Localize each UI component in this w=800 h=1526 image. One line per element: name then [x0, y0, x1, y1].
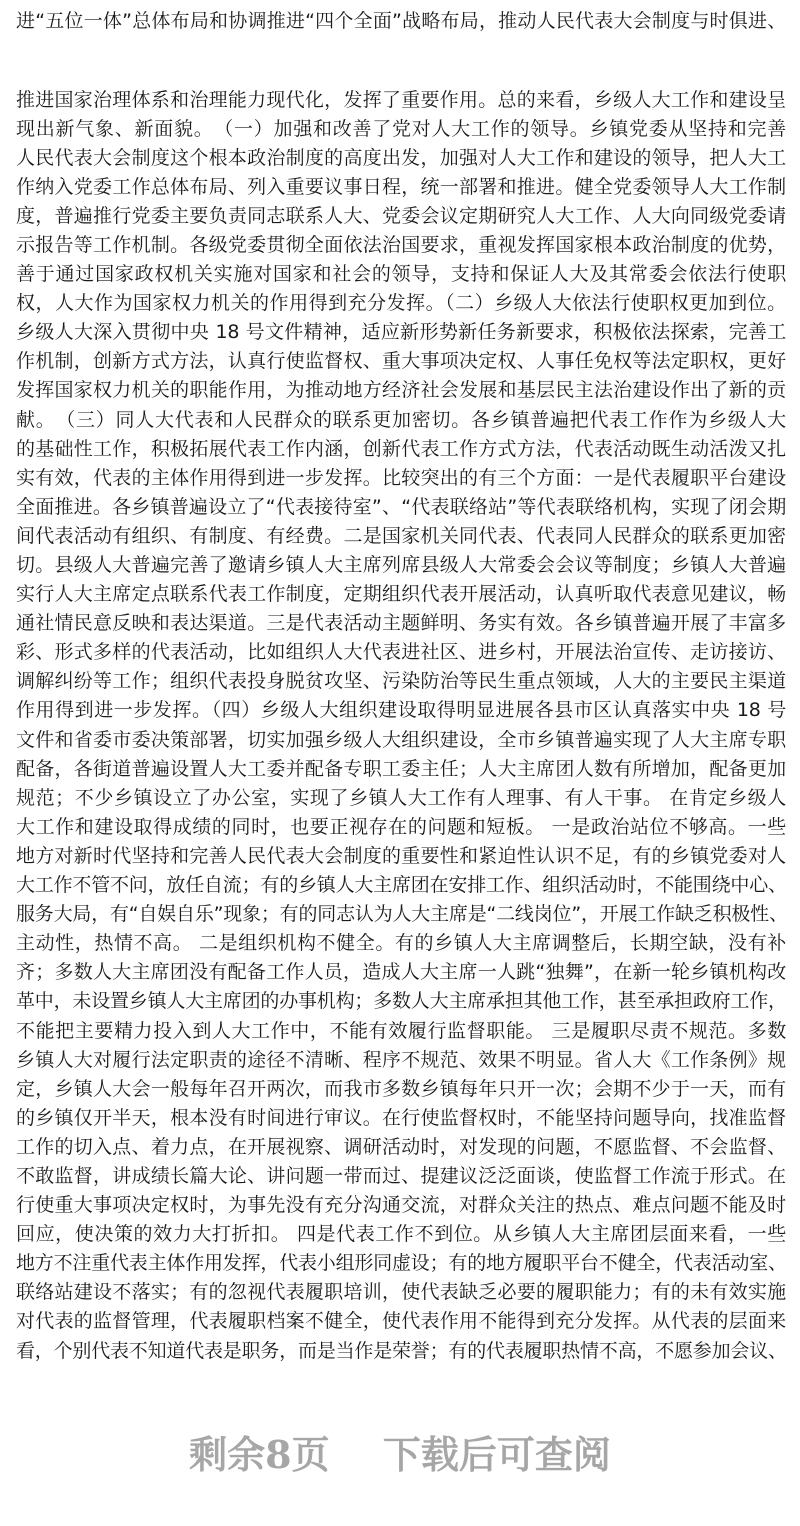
text-line: 革中，未设置乡镇人大主席团的办事机构；多数人大主席承担其他工作，甚至承担政府工作，	[16, 990, 787, 1013]
text-line: 彩、形式多样的代表活动，比如组织人大代表进社区、进乡村，开展法治宣传、走访接访、	[16, 641, 786, 664]
text-line: 回应，使决策的效力大打折扣。 四是代表工作不到位。从乡镇人大主席团层面来看，一些	[16, 1223, 786, 1246]
text-line: 看，个别代表不知道代表是职务，而是当作是荣誉；有的代表履职热情不高，不愿参加会议、	[16, 1339, 787, 1362]
text-line: 地方不注重代表主体作用发挥，代表小组形同虚设；有的地方履职平台不健全，代表活动室、	[16, 1252, 787, 1275]
text-line: 对代表的监督管理，代表履职档案不健全，使代表作用不能得到充分发挥。从代表的层面来	[16, 1310, 786, 1333]
text-line: 主动性，热情不高。 二是组织机构不健全。有的乡镇人大主席调整后，长期空缺，没有补	[16, 932, 786, 955]
text-line: 通社情民意反映和表达渠道。三是代表活动主题鲜明、务实有效。各乡镇普遍开展了丰富多	[16, 612, 786, 635]
text-line: 定，乡镇人大会一般每年召开两次，而我市多数乡镇每年只开一次；会期不少于一天，而有	[16, 1077, 786, 1100]
text-line: 善于通过国家政权机关实施对国家和社会的领导，支持和保证人大及其常委会依法行使职	[16, 263, 786, 286]
text-line: 作机制，创新方式方法，认真行使监督权、重大事项决定权、人事任免权等法定职权，更好	[16, 350, 786, 373]
remaining-pages-label: 剩余8页	[189, 1432, 330, 1477]
text-line: 行使重大事项决定权时，为事先没有充分沟通交流，对群众关注的热点、难点问题不能及时	[16, 1194, 786, 1217]
text-line: 大工作不管不问，放任自流；有的乡镇人大主席团在安排工作、组织活动时，不能围绕中心、	[16, 874, 787, 897]
text-line: 人民代表大会制度这个根本政治制度的高度出发，加强对人大工作和建设的领导，把人大工	[16, 146, 786, 169]
text-line: 乡级人大深入贯彻中央 18 号文件精神，适应新形势新任务新要求，积极依法探索，完善工	[16, 321, 786, 344]
text-line-fragment: 进“五位一体”总体布局和协调推进“四个全面”战略布局，推动人民代表大会制度与时俱进、	[16, 10, 786, 32]
text-line: 不能把主要精力投入到人大工作中，不能有效履行监督职能。 三是履职尽责不规范。多数	[16, 1019, 786, 1042]
text-line: 间代表活动有组织、有制度、有经费。二是国家机关同代表、代表同人民群众的联系更加密	[16, 524, 786, 547]
text-line: 文件和省委市委决策部署，切实加强乡级人大组织建设，全市乡镇普遍实现了人大主席专职	[16, 728, 786, 751]
text-line: 发挥国家权力机关的职能作用，为推动地方经济社会发展和基层民主法治建设作出了新的贡	[16, 379, 786, 402]
text-line: 切。县级人大普遍完善了邀请乡镇人大主席列席县级人大常委会会议等制度；乡镇人大普遍	[16, 554, 786, 576]
document-body	[0, 86, 800, 1366]
text-line: 实行人大主席定点联系代表工作制度，定期组织代表开展活动，认真听取代表意见建议，畅	[16, 583, 786, 606]
text-line: 全面推进。各乡镇普遍设立了“代表接待室”、“代表联络站”等代表联络机构，实现了闭会期	[16, 495, 786, 518]
text-line: 示报告等工作机制。各级党委贯彻全面依法治国要求，重视发挥国家根本政治制度的优势，	[16, 233, 786, 256]
text-line: 的基础性工作，积极拓展代表工作内涵，创新代表工作方式方法，代表活动既生动活泼又扎	[16, 437, 786, 460]
text-line: 作纳入党委工作总体布局、列入重要议事日程，统一部署和推进。健全党委领导人大工作制	[16, 175, 786, 198]
text-line: 联络站建设不落实；有的忽视代表履职培训，使代表缺乏必要的履职能力；有的未有效实施	[16, 1281, 786, 1304]
text-line: 齐；多数人大主席团没有配备工作人员，造成人大主席一人跳“独舞”，在新一轮乡镇机构改	[16, 961, 786, 984]
text-line: 规范；不少乡镇设立了办公室，实现了乡镇人大工作有人理事、有人干事。 在肯定乡级人	[16, 786, 786, 809]
text-line: 的乡镇仅开半天，根本没有时间进行审议。在行使监督权时，不能坚持问题导向，找准监督	[16, 1106, 786, 1129]
text-line: 配备，各街道普遍设置人大工委并配备专职工委主任；人大主席团人数有所增加，配备更加	[16, 757, 786, 780]
download-prompt[interactable]	[0, 1424, 800, 1479]
text-line: 作用得到进一步发挥。（四）乡级人大组织建设取得明显进展各县市区认真落实中央 18 号	[16, 699, 786, 722]
text-line: 推进国家治理体系和治理能力现代化，发挥了重要作用。总的来看，乡级人大工作和建设呈	[16, 88, 786, 111]
text-line: 工作的切入点、着力点，在开展视察、调研活动时，对发现的问题，不愿监督、不会监督、	[16, 1135, 786, 1158]
text-line: 实有效，代表的主体作用得到进一步发挥。比较突出的有三个方面：一是代表履职平台建设	[16, 466, 786, 489]
text-line: 调解纠纷等工作；组织代表投身脱贫攻坚、污染防治等民生重点领域，人大的主要民主渠道	[16, 670, 786, 693]
text-line: 权，人大作为国家权力机关的作用得到充分发挥。（二）乡级人大依法行使职权更加到位。	[16, 292, 786, 315]
text-line: 大工作和建设取得成绩的同时，也要正视存在的问题和短板。 一是政治站位不够高。一些	[16, 815, 786, 838]
text-line: 献。 （三）同人大代表和人民群众的联系更加密切。各乡镇普遍把代表工作作为乡级人大	[16, 408, 786, 431]
text-line: 度，普遍推行党委主要负责同志联系人大、党委会议定期研究人大工作、人大向同级党委请	[16, 204, 786, 227]
text-line: 地方对新时代坚持和完善人民代表大会制度的重要性和紧迫性认识不足，有的乡镇党委对人	[16, 844, 786, 867]
text-line: 乡镇人大对履行法定职责的途径不清晰、程序不规范、效果不明显。省人大《工作条例》规	[16, 1048, 786, 1071]
text-line: 现出新气象、新面貌。 （一）加强和改善了党对人大工作的领导。乡镇党委从坚持和完善	[16, 117, 786, 140]
text-line: 服务大局，有“自娱自乐”现象；有的同志认为人大主席是“二线岗位”，开展工作缺乏积极性、	[16, 903, 788, 926]
text-line: 不敢监督，讲成绩长篇大论、讲问题一带而过、提建议泛泛面谈，使监督工作流于形式。在	[16, 1164, 786, 1187]
download-hint-label[interactable]: 下载后可查阅	[382, 1432, 611, 1477]
